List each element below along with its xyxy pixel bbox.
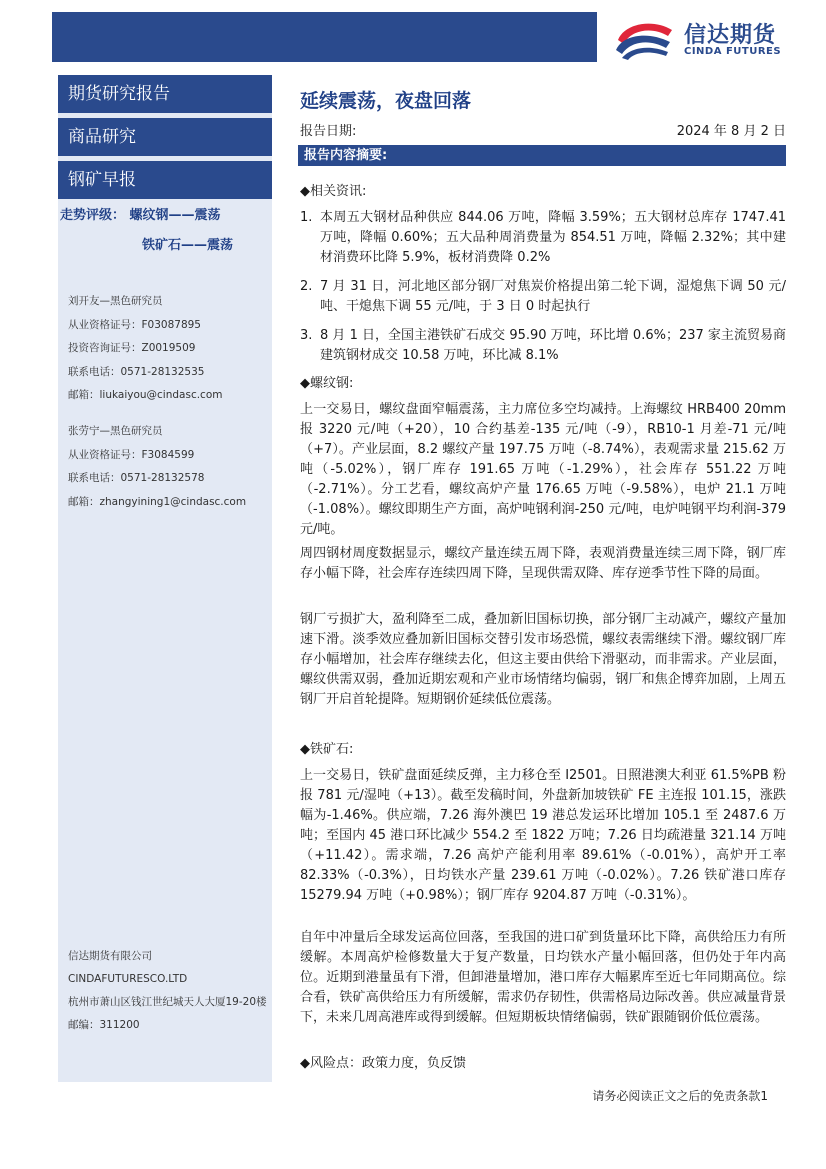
news-item-number: 3.: [300, 328, 313, 343]
news-item: [300, 208, 786, 268]
company-logo: [612, 16, 802, 60]
news-item: [300, 326, 786, 366]
rebar-paragraph: 上一交易日，螺纹盘面窄幅震荡，主力席位多空均减持。上海螺纹 HRB400 20mm 报 3220 元/吨（+20），10 合约基差-135 元/吨（-9），RB10-1 月差-71 元/吨（+7）。产业层面，8.2 螺纹产量 197.75 万吨（-8.74%），表观需求量 215.62 万吨（-5.02%），钢厂库存 191.65 万吨（-1.29%），社会库存 551.22 万吨（-2.71%）。分工艺看，螺纹高炉产量 176.65 万吨（-9.58%），电炉 21.1 万吨（-1.08%）。螺纹即期生产方面，高炉吨钢利润-250 元/吨，电炉吨钢平均利润-379 元/吨。: [300, 402, 786, 537]
sidebar-block-category: 商品研究: [58, 118, 272, 156]
company-name-en: CINDAFUTURESCO.LTD: [68, 973, 188, 985]
company-name: 信达期货有限公司: [68, 950, 152, 962]
news-item-number: 2.: [300, 279, 313, 294]
company-address: 杭州市萧山区钱江世纪城天人大厦19-20楼: [68, 996, 267, 1008]
news-item-text: 7 月 31 日，河北地区部分钢厂对焦炭价格提出第二轮下调，湿熄焦下调 50 元/吨、干熄焦下调 55 元/吨，于 3 日 0 时起执行: [320, 279, 786, 314]
analyst-line: 联系电话：0571-28132578: [68, 472, 205, 484]
analyst-email: 邮箱：liukaiyou@cindasc.com: [68, 389, 223, 401]
news-item-text: 8 月 1 日，全国主港铁矿石成交 95.90 万吨，环比增 0.6%；237 家主流贸易商建筑钢材成交 10.58 万吨，环比减 8.1%: [320, 328, 786, 363]
news-item-text: 本周五大钢材品种供应 844.06 万吨，降幅 3.59%；五大钢材总库存 1747.41 万吨，降幅 0.60%；五大品种周消费量为 854.51 万吨，降幅 2.32%；其中建材消费环比降 5.9%，板材消费降 0.2%: [320, 210, 786, 265]
header-banner: [52, 12, 597, 62]
news-item-number: 1.: [300, 210, 313, 225]
report-date-label: 报告日期:: [300, 124, 357, 139]
rebar-paragraph: 周四钢材周度数据显示，螺纹产量连续五周下降，表观消费量连续三周下降，钢厂库存小幅下降，社会库存连续四周下降，呈现供需双降、库存逆季节性下降的局面。: [300, 546, 786, 581]
analyst-line: 张劳宁—黑色研究员: [68, 425, 163, 437]
news-heading: ◆相关资讯:: [300, 184, 367, 199]
news-item: [300, 277, 786, 317]
iron-ore-paragraph: 自年中冲量后全球发运高位回落，至我国的进口矿到货量环比下降，高供给压力有所缓解。本周高炉检修数量大于复产数量，日均铁水产量小幅回落，但仍处于年内高位。近期到港量虽有下滑，但卸港量增加，港口库存大幅累库至近七年同期高位。综合看，铁矿高供给压力有所缓解，需求仍存韧性，供需格局边际改善。供应减量背景下，未来几周高港库或得到缓解。但短期板块情绪偏弱，铁矿跟随钢价低位震荡。: [300, 930, 786, 1025]
analyst-info-1: [68, 290, 222, 408]
iron-ore-paragraph: 上一交易日，铁矿盘面延续反弹，主力移仓至 I2501。日照港澳大利亚 61.5%PB 粉报 781 元/湿吨（+13）。截至发稿时间，外盘新加坡铁矿 FE 主连报 101.15，涨跌幅为-1.46%。供应端，7.26 海外澳巴 19 港总发运环比增加 105.1 至 2487.6 万吨；至国内 45 港口环比减少 554.2 至 1822 万吨；7.26 日均疏港量 321.14 万吨（+11.42）。需求端，7.26 高炉产能利用率 89.61%（-0.01%），高炉开工率 82.33%（-0.3%），日均铁水产量 239.61 万吨（-0.02%）。7.26 铁矿港口库存 15279.94 万吨（+0.98%）；钢厂库存 9204.87 万吨（-0.31%）。: [300, 768, 786, 903]
analyst-line: 联系电话：0571-28132535: [68, 365, 205, 378]
analyst-line: 从业资格证号：F03087895: [68, 318, 201, 331]
rating-iron-ore: 铁矿石——震荡: [142, 238, 234, 253]
report-date-value: 2024 年 8 月 2 日: [676, 124, 786, 139]
analyst-line: 刘开友—黑色研究员: [68, 295, 163, 307]
sidebar: [58, 75, 272, 1082]
summary-heading: 报告内容摘要:: [298, 145, 786, 166]
risk-points: ◆风险点：政策力度，负反馈: [300, 1056, 466, 1071]
company-info: [68, 945, 267, 1037]
analyst-email: 邮箱：zhangyining1@cindasc.com: [68, 495, 247, 508]
rebar-heading: ◆螺纹钢:: [300, 376, 354, 391]
sidebar-block-report-type: 期货研究报告: [58, 75, 272, 113]
disclaimer-note: 请务必阅读正文之后的免责条款1: [592, 1089, 768, 1103]
logo-text-cn: 信达期货: [684, 23, 777, 48]
logo-text-en: CINDA FUTURES: [684, 46, 782, 57]
sidebar-block-series: 钢矿早报: [58, 161, 272, 199]
cinda-logo-icon: [612, 16, 676, 60]
analyst-line: 投资咨询证号：Z0019509: [68, 342, 196, 354]
report-title: 延续震荡，夜盘回落: [300, 90, 472, 112]
analyst-line: 从业资格证号：F3084599: [68, 448, 195, 461]
rebar-paragraph: 钢厂亏损扩大，盈利降至二成，叠加新旧国标切换，部分钢厂主动减产，螺纹产量加速下滑。淡季效应叠加新旧国标交替引发市场恐慌，螺纹表需继续下滑。螺纹钢厂库存小幅增加，社会库存继续去化，但这主要由供给下滑驱动，而非需求。产业层面，螺纹供需双弱，叠加近期宏观和产业市场情绪均偏弱，钢厂和焦企博弈加剧，上周五钢厂开启首轮提降。短期钢价延续低位震荡。: [300, 612, 786, 707]
iron-ore-heading: ◆铁矿石:: [300, 742, 354, 757]
company-postcode: 邮编：311200: [68, 1019, 140, 1031]
rating-rebar: 走势评级： 螺纹钢——震荡: [60, 208, 221, 223]
analyst-info-2: [68, 420, 246, 514]
